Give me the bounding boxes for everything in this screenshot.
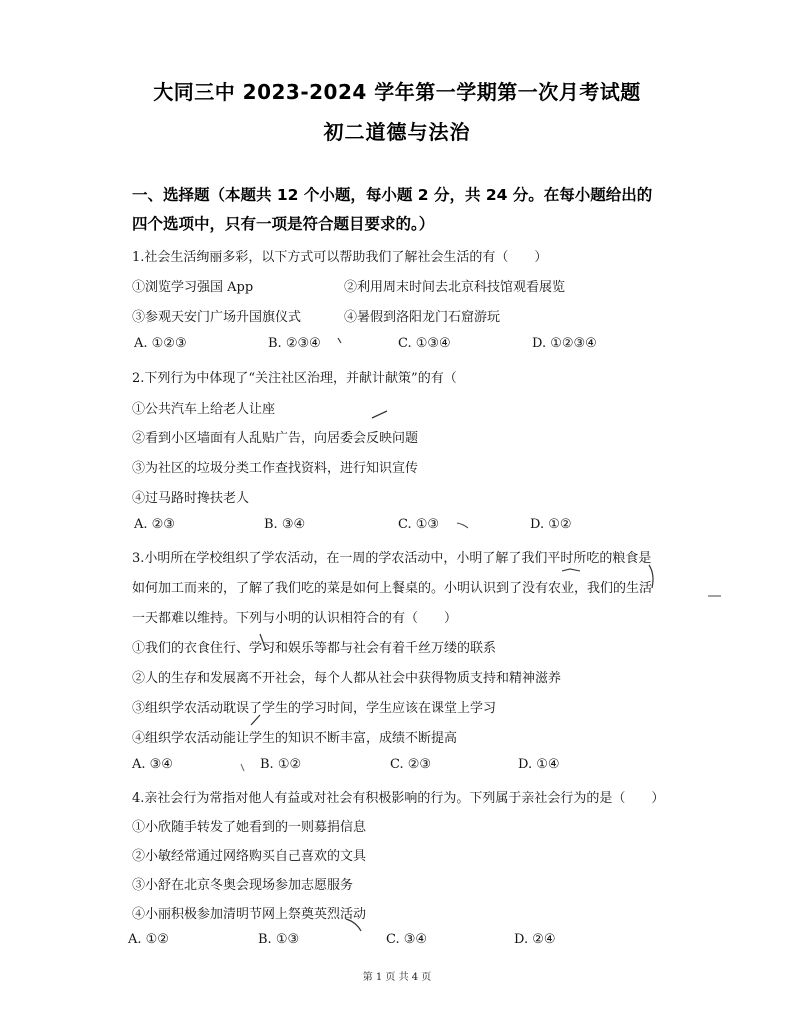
exam-title: 大同三中 2023-2024 学年第一学期第一次月考试题: [153, 80, 641, 104]
q2-item-3: ③为社区的垃圾分类工作查找资料，进行知识宣传: [132, 461, 419, 476]
q1-item-1: ①浏览学习强国 App: [132, 280, 254, 295]
q4-option-a: A. ①②: [128, 932, 169, 947]
q3-stem-line2: 如何加工而来的，了解了我们吃的菜是如何上餐桌的。小明认识到了没有农业，我们的生活: [132, 581, 653, 596]
pen-mark: [455, 520, 471, 530]
q2-item-2: ②看到小区墙面有人乱贴广告，向居委会反映问题: [132, 431, 419, 446]
q4-item-2: ②小敏经常通过网络购买自己喜欢的文具: [132, 849, 367, 864]
q2-option-b: B. ③④: [264, 517, 306, 532]
q3-stem-line1: 3.小明所在学校组织了学农活动，在一周的学农活动中，小明了解了我们平时所吃的粮食是: [132, 551, 652, 566]
pen-mark: [706, 592, 724, 600]
page-number: 第 1 页 共 4 页: [362, 972, 432, 983]
pen-mark: [646, 562, 660, 592]
q2-option-c: C. ①③: [398, 517, 440, 532]
q3-stem-line3: 一天都难以维持。下列与小明的认识相符合的有（ ）: [132, 611, 458, 626]
q3-item-1: ①我们的衣食住行、学习和娱乐等都与社会有着千丝万缕的联系: [132, 641, 497, 656]
q1-option-c: C. ①③④: [398, 336, 451, 351]
q2-stem: 2.下列行为中体现了“关注社区治理，并献计献策”的有（: [132, 371, 457, 386]
q1-item-3: ③参观天安门广场升国旗仪式: [132, 310, 302, 325]
pen-mark: [344, 916, 364, 934]
pen-mark: [256, 632, 270, 654]
q4-stem: 4.亲社会行为常指对他人有益或对社会有积极影响的行为。下列属于亲社会行为的是（ ）: [132, 791, 665, 806]
q1-option-d: D. ①②③④: [532, 336, 597, 351]
q3-option-a: A. ③④: [132, 757, 173, 772]
q4-option-d: D. ②④: [514, 932, 556, 947]
exam-subject: 初二道德与法治: [323, 120, 471, 144]
pen-mark: [336, 336, 344, 346]
q1-option-b: B. ②③④: [268, 336, 321, 351]
q2-item-1: ①公共汽车上给老人让座: [132, 402, 276, 417]
q2-item-4: ④过马路时搀扶老人: [132, 491, 250, 506]
pen-mark: [238, 762, 248, 774]
q2-option-d: D. ①②: [530, 517, 572, 532]
q3-item-3: ③组织学农活动耽误了学生的学习时间，学生应该在课堂上学习: [132, 701, 497, 716]
q3-item-4: ④组织学农活动能让学生的知识不断丰富，成绩不断提高: [132, 731, 458, 746]
section-heading-line1: 一、选择题（本题共 12 个小题，每小题 2 分，共 24 分。在每小题给出的: [132, 186, 653, 204]
q1-item-4: ④暑假到洛阳龙门石窟游玩: [344, 310, 501, 325]
pen-mark: [248, 712, 264, 728]
q3-option-c: C. ②③: [390, 757, 432, 772]
pen-mark: [560, 565, 584, 575]
q4-item-1: ①小欣随手转发了她看到的一则募捐信息: [132, 820, 367, 835]
q4-option-c: C. ③④: [386, 932, 428, 947]
q3-option-b: B. ①②: [260, 757, 302, 772]
q3-option-d: D. ①④: [518, 757, 560, 772]
section-heading-line2: 四个选项中，只有一项是符合题目要求的。）: [132, 215, 435, 233]
q1-item-2: ②利用周末时间去北京科技馆观看展览: [344, 280, 566, 295]
q4-item-4: ④小丽积极参加清明节网上祭奠英烈活动: [132, 907, 367, 922]
q1-stem: 1.社会生活绚丽多彩，以下方式可以帮助我们了解社会生活的有（ ）: [132, 250, 548, 265]
q2-option-a: A. ②③: [134, 517, 175, 532]
q4-option-b: B. ①③: [258, 932, 300, 947]
q1-option-a: A. ①②③: [134, 336, 187, 351]
q3-item-2: ②人的生存和发展离不开社会，每个人都从社会中获得物质支持和精神滋养: [132, 671, 562, 686]
q4-item-3: ③小舒在北京冬奥会现场参加志愿服务: [132, 878, 354, 893]
pen-mark: [370, 408, 390, 420]
